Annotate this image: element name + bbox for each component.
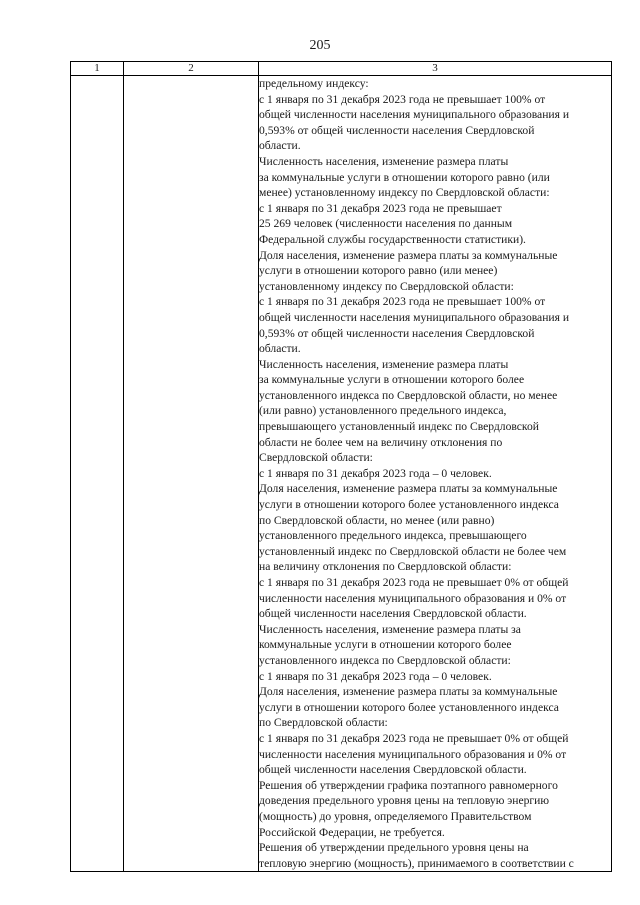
text-line: Свердловской области: bbox=[259, 451, 373, 465]
text-line: по Свердловской области: bbox=[259, 716, 388, 730]
text-line: общей численности населения муниципального образования и bbox=[259, 108, 570, 122]
text-line: Доля населения, изменение размера платы за коммунальные bbox=[259, 248, 558, 262]
cell-column-1 bbox=[71, 76, 124, 872]
text-line: коммунальные услуги в отношении которого более bbox=[259, 638, 512, 652]
text-line: установленного индекса по Свердловской области, но менее bbox=[259, 388, 558, 402]
text-line: установленного предельного индекса, превышающего bbox=[259, 529, 527, 543]
text-line: Доля населения, изменение размера платы за коммунальные bbox=[259, 685, 558, 699]
text-line: с 1 января по 31 декабря 2023 года не превышает 0% от общей bbox=[259, 731, 569, 745]
text-line: по Свердловской области, но менее (или равно) bbox=[259, 513, 495, 527]
text-line: с 1 января по 31 декабря 2023 года – 0 человек. bbox=[259, 466, 492, 480]
text-line: (мощность) до уровня, определяемого Правительством bbox=[259, 809, 532, 823]
text-line: Российской Федерации, не требуется. bbox=[259, 825, 445, 839]
text-line: области. bbox=[259, 342, 301, 356]
text-line: численности населения муниципального образования и 0% от bbox=[259, 747, 567, 761]
text-line: за коммунальные услуги в отношении которого равно (или bbox=[259, 170, 550, 184]
text-line: Решения об утверждении графика поэтапного равномерного bbox=[259, 778, 558, 792]
text-line: Решения об утверждении предельного уровня цены на bbox=[259, 841, 529, 855]
column-header-1: 1 bbox=[71, 62, 124, 76]
text-line: общей численности населения Свердловской области. bbox=[259, 607, 527, 621]
text-line: услуги в отношении которого более установленного индекса bbox=[259, 700, 559, 714]
cell-column-2 bbox=[124, 76, 259, 872]
document-table bbox=[70, 61, 612, 872]
text-line: Доля населения, изменение размера платы за коммунальные bbox=[259, 482, 558, 496]
text-line: общей численности населения Свердловской области. bbox=[259, 763, 527, 777]
text-line: с 1 января по 31 декабря 2023 года не превышает 100% от bbox=[259, 92, 546, 106]
text-line: (или равно) установленного предельного индекса, bbox=[259, 404, 507, 418]
text-line: общей численности населения муниципального образования и bbox=[259, 310, 570, 324]
text-line: услуги в отношении которого равно (или менее) bbox=[259, 264, 498, 278]
column-3-text bbox=[259, 76, 611, 871]
text-line: тепловую энергию (мощность), принимаемого в соответствии с bbox=[259, 856, 574, 870]
text-line: услуги в отношении которого более установленного индекса bbox=[259, 498, 559, 512]
text-line: области. bbox=[259, 139, 301, 153]
cell-column-3 bbox=[259, 76, 612, 872]
text-line: 0,593% от общей численности населения Свердловской bbox=[259, 326, 535, 340]
text-line: на величину отклонения по Свердловской области: bbox=[259, 560, 512, 574]
text-line: области не более чем на величину отклонения по bbox=[259, 435, 503, 449]
text-line: Численность населения, изменение размера платы bbox=[259, 154, 509, 168]
text-line: Федеральной службы государственности статистики). bbox=[259, 232, 526, 246]
text-line: превышающего установленный индекс по Свердловской bbox=[259, 420, 539, 434]
text-line: установленный индекс по Свердловской области не более чем bbox=[259, 544, 567, 558]
text-line: Численность населения, изменение размера платы за bbox=[259, 622, 521, 636]
table-header-row bbox=[71, 62, 612, 76]
text-line: с 1 января по 31 декабря 2023 года не превышает bbox=[259, 201, 502, 215]
text-line: с 1 января по 31 декабря 2023 года не превышает 100% от bbox=[259, 295, 546, 309]
column-header-3: 3 bbox=[259, 62, 612, 76]
text-line: доведения предельного уровня цены на тепловую энергию bbox=[259, 794, 550, 808]
text-line: 0,593% от общей численности населения Свердловской bbox=[259, 123, 535, 137]
text-line: 25 269 человек (численности населения по данным bbox=[259, 217, 513, 231]
text-line: численности населения муниципального образования и 0% от bbox=[259, 591, 567, 605]
text-line: установленному индексу по Свердловской области: bbox=[259, 279, 514, 293]
text-line: Численность населения, изменение размера платы bbox=[259, 357, 509, 371]
column-header-2: 2 bbox=[124, 62, 259, 76]
text-line: за коммунальные услуги в отношении которого более bbox=[259, 373, 525, 387]
page-number: 205 bbox=[309, 38, 331, 53]
text-line: установленного индекса по Свердловской области: bbox=[259, 653, 511, 667]
text-line: менее) установленному индексу по Свердловской области: bbox=[259, 186, 550, 200]
text-line: с 1 января по 31 декабря 2023 года не превышает 0% от общей bbox=[259, 576, 569, 589]
text-line: предельному индексу: bbox=[259, 77, 369, 90]
text-line: с 1 января по 31 декабря 2023 года – 0 человек. bbox=[259, 669, 492, 683]
table-row bbox=[71, 76, 612, 872]
